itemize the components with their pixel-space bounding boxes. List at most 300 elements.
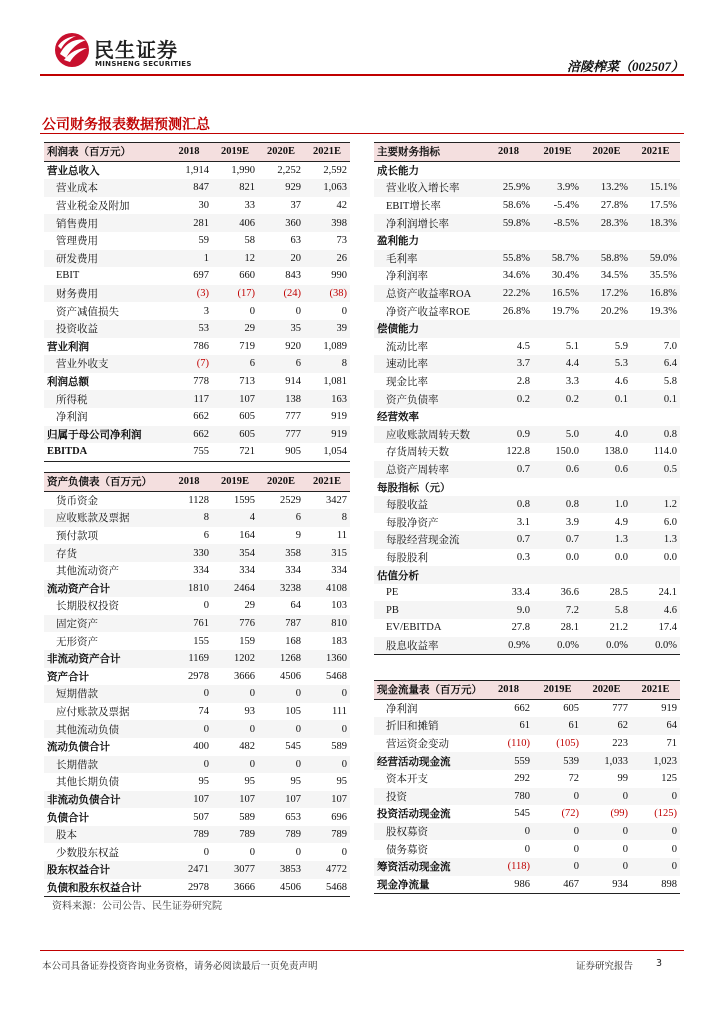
cell-value: 24.1 [658, 587, 677, 599]
cell-value: 64 [631, 717, 680, 735]
cell-value: 117 [166, 390, 212, 408]
cell-value: 107 [166, 791, 212, 809]
cell-value: 61 [533, 717, 582, 735]
cell-value: 5.3 [582, 355, 631, 373]
year-header: 2019E [212, 473, 258, 492]
cell-value: 8 [304, 355, 350, 373]
cell-value: 6 [258, 509, 304, 527]
row-label: 成长能力 [377, 165, 419, 177]
table-row [374, 461, 680, 479]
cell-value: 0.7 [484, 461, 533, 479]
cell-value: (72) [561, 808, 579, 820]
cell-value: 5.1 [565, 340, 579, 352]
cell-value: 29 [244, 600, 255, 612]
cell-value: 1,033 [582, 752, 631, 770]
cell-value: 0.0 [614, 551, 628, 563]
row-label: 营业收入增长率 [374, 179, 484, 197]
table-row [44, 426, 350, 444]
cell-value: 1128 [188, 494, 209, 506]
cell-value: 778 [193, 376, 209, 388]
cell-value: 0 [631, 788, 680, 806]
table-row [44, 197, 350, 215]
row-label: 净资产收益率ROE [386, 306, 470, 318]
table-row [44, 632, 350, 650]
cell-value: 4.5 [516, 340, 530, 352]
cell-value: 0 [304, 720, 350, 738]
table-row [374, 250, 680, 268]
cell-value: 0.0 [565, 551, 579, 563]
balance-rows [44, 473, 350, 897]
cell-value: 0 [533, 823, 582, 841]
cell-value [582, 232, 631, 250]
row-label: 固定资产 [44, 615, 166, 633]
row-label: 非流动负债合计 [44, 791, 166, 809]
cell-value: 358 [258, 544, 304, 562]
cell-value: 1,914 [185, 164, 209, 176]
financial-indicators-table [374, 142, 680, 655]
cell-value: 334 [239, 565, 255, 577]
table-row [44, 267, 350, 285]
cell-value [582, 408, 631, 426]
table-row [374, 214, 680, 232]
cell-value: 7.2 [533, 601, 582, 619]
row-label: 销售费用 [44, 214, 166, 232]
cell-value: 3.3 [565, 376, 579, 388]
cell-value: 0.3 [516, 551, 530, 563]
cell-value: 111 [332, 706, 347, 718]
cell-value: 99 [617, 773, 628, 785]
cell-value: 662 [193, 411, 209, 423]
cell-value: 662 [166, 426, 212, 444]
row-label: 负债合计 [47, 812, 89, 824]
year-header: 2020E [582, 681, 631, 700]
cell-value: 1,089 [323, 340, 347, 352]
cell-value: 19.7% [551, 305, 579, 317]
cell-value: (125) [654, 808, 677, 820]
table-row [44, 861, 350, 879]
cell-value: 697 [193, 270, 209, 282]
year-header: 2020E [258, 143, 304, 162]
cell-value: 20.2% [600, 305, 628, 317]
cell-value: 4108 [304, 580, 350, 598]
cell-value: 0.0% [631, 637, 680, 655]
cell-value: 0 [258, 685, 304, 703]
cashflow-rows [374, 681, 680, 894]
table-row [44, 562, 350, 580]
cell-value: 6 [203, 530, 209, 542]
cell-value: 0 [258, 756, 304, 774]
table-row [374, 161, 680, 179]
cell-value: (24) [258, 285, 304, 303]
table-row [374, 549, 680, 567]
cell-value: 30 [198, 200, 209, 212]
cell-value: 1268 [258, 650, 304, 668]
table-row [44, 390, 350, 408]
cell-value: 400 [193, 741, 209, 753]
cell-value: 33.4 [511, 587, 530, 599]
cell-value: 0.7 [533, 531, 582, 549]
row-label: 管理费用 [56, 236, 98, 248]
cell-value [484, 566, 533, 584]
cell-value: 71 [666, 738, 677, 750]
row-label: 净利润 [386, 703, 418, 715]
row-label: EBITDA [44, 443, 166, 461]
cell-value: 929 [258, 179, 304, 197]
cell-value: 17.4 [658, 622, 677, 634]
cell-value: 777 [258, 426, 304, 444]
cell-value [484, 478, 533, 496]
cell-value: 0 [258, 720, 304, 738]
year-header: 2018 [166, 473, 212, 492]
cell-value: 354 [212, 544, 258, 562]
cell-value: 787 [258, 615, 304, 633]
row-label: 经营效率 [377, 412, 419, 424]
cell-value [533, 232, 582, 250]
cell-value: 1.3 [582, 531, 631, 549]
table-row [374, 373, 680, 391]
year-header: 2021E [631, 143, 680, 162]
row-label: 营运资金变动 [386, 739, 449, 751]
cell-value: 0 [582, 858, 631, 876]
cell-value: 27.8% [600, 200, 628, 212]
cell-value: 0.1 [582, 390, 631, 408]
cell-value: 35 [258, 320, 304, 338]
cell-value: -8.5% [533, 214, 582, 232]
cell-value: 0 [573, 843, 579, 855]
cell-value: 6 [258, 355, 304, 373]
section-title: 公司财务报表数据预测汇总 [42, 118, 210, 133]
cell-value: 62 [582, 717, 631, 735]
cell-value: 0.6 [582, 461, 631, 479]
row-label: 其他流动资产 [56, 566, 119, 578]
footer-divider [40, 950, 684, 951]
cell-value: 0.1 [631, 390, 680, 408]
cell-value: 7.0 [663, 340, 677, 352]
cell-value: 4.6 [631, 601, 680, 619]
cell-value: 3853 [258, 861, 304, 879]
cell-value: 26 [304, 250, 350, 268]
table-row [44, 668, 350, 686]
cell-value: (3) [166, 285, 212, 303]
cell-value [533, 161, 582, 179]
row-label: 资产合计 [47, 671, 89, 683]
cell-value [631, 408, 680, 426]
row-label: 速动比率 [374, 355, 484, 373]
cell-value: 138 [258, 390, 304, 408]
table-row [44, 738, 350, 756]
cell-value [631, 478, 680, 496]
cell-value: 934 [582, 876, 631, 894]
row-label: 毛利率 [374, 250, 484, 268]
cell-value: 898 [631, 876, 680, 894]
cell-value: 2471 [166, 861, 212, 879]
table-row [44, 232, 350, 250]
cell-value: 919 [331, 411, 347, 423]
cell-value: 0 [582, 823, 631, 841]
cell-value: 281 [166, 214, 212, 232]
table-header-row [44, 473, 350, 492]
cell-value: 55.8% [484, 250, 533, 268]
cell-value: 713 [239, 376, 255, 388]
cell-value: 0 [524, 843, 530, 855]
cell-value: 1.2 [631, 496, 680, 514]
cell-value: 59.0% [631, 250, 680, 268]
table-row [374, 496, 680, 514]
cell-value: 4.6 [614, 376, 628, 388]
table-row [44, 773, 350, 791]
cell-value [631, 232, 680, 250]
year-header: 2021E [304, 143, 350, 162]
row-label: 筹资活动现金流 [374, 858, 484, 876]
table-row [44, 808, 350, 826]
cell-value: 1 [166, 250, 212, 268]
row-label: 应收账款及票据 [44, 509, 166, 527]
cell-value: 789 [258, 826, 304, 844]
cell-value: 6.4 [631, 355, 680, 373]
cell-value: 58.7% [533, 250, 582, 268]
cell-value: 810 [304, 615, 350, 633]
cell-value: 4.4 [533, 355, 582, 373]
table-row [374, 355, 680, 373]
table-row [44, 443, 350, 461]
cell-value: 0.9 [484, 426, 533, 444]
row-label: 存货 [44, 544, 166, 562]
cell-value: 95 [336, 776, 347, 788]
row-label: 股东权益合计 [44, 861, 166, 879]
cell-value [484, 232, 533, 250]
row-label: 研发费用 [44, 250, 166, 268]
year-header: 2019E [533, 143, 582, 162]
table-row [374, 735, 680, 753]
row-label: 所得税 [44, 390, 166, 408]
cell-value: 5468 [326, 670, 347, 682]
cell-value: 0 [533, 788, 582, 806]
cell-value: 780 [484, 788, 533, 806]
stock-name: 涪陵榨菜（002507） [566, 59, 684, 74]
cell-value: 26.8% [502, 305, 530, 317]
cell-value: 789 [166, 826, 212, 844]
row-label: 折旧和摊销 [374, 717, 484, 735]
cell-value: 990 [331, 270, 347, 282]
cell-value: 1595 [234, 494, 255, 506]
indicator-rows [374, 143, 680, 655]
row-label: 应收账款周转天数 [374, 426, 484, 444]
row-label: 股权募资 [374, 823, 484, 841]
table-row [44, 355, 350, 373]
row-label: 存货周转天数 [386, 447, 449, 459]
table-row [44, 756, 350, 774]
table-row [374, 566, 680, 584]
cell-value [582, 320, 631, 338]
row-label: 投资 [374, 788, 484, 806]
cell-value: 843 [285, 270, 301, 282]
cell-value: 986 [484, 876, 533, 894]
table-row [44, 509, 350, 527]
cell-value: 3.9 [565, 516, 579, 528]
cell-value: 4772 [304, 861, 350, 879]
cell-value: 847 [166, 179, 212, 197]
table-header-row [374, 681, 680, 700]
cell-value: 35.5% [649, 270, 677, 282]
row-label: 净利润增长率 [374, 214, 484, 232]
cell-value: 0 [631, 823, 680, 841]
cell-value: 3 [203, 305, 209, 317]
cell-value: 0.2 [533, 390, 582, 408]
row-label: 非流动资产合计 [44, 650, 166, 668]
row-label: 盈利能力 [377, 236, 419, 248]
table-row [44, 373, 350, 391]
cell-value: 163 [304, 390, 350, 408]
cell-value: 22.2% [484, 285, 533, 303]
cell-value: 605 [212, 426, 258, 444]
company-logo [52, 30, 192, 72]
cell-value: 0 [212, 685, 258, 703]
cell-value: 292 [514, 773, 530, 785]
table-row [44, 250, 350, 268]
cell-value: 63 [290, 235, 301, 247]
table-row [44, 527, 350, 545]
year-header: 2020E [258, 473, 304, 492]
table-row [374, 302, 680, 320]
table-row [374, 840, 680, 858]
row-label: 其他长期负债 [56, 777, 119, 789]
cell-value: 3666 [234, 670, 255, 682]
table-row [374, 858, 680, 876]
cell-value: 3.7 [484, 355, 533, 373]
cell-value: (7) [166, 355, 212, 373]
cell-value: 789 [212, 826, 258, 844]
cell-value: 605 [563, 702, 579, 714]
logo-chinese-text: 民生证券 [94, 38, 178, 62]
cell-value [631, 161, 680, 179]
row-label: 投资活动现金流 [377, 809, 451, 821]
table-row [44, 214, 350, 232]
table-row [44, 879, 350, 897]
cell-value: 3238 [258, 580, 304, 598]
cell-value: 482 [239, 741, 255, 753]
cell-value: (17) [212, 285, 258, 303]
table-row [374, 338, 680, 356]
cell-value: 545 [285, 741, 301, 753]
cell-value: 95 [244, 776, 255, 788]
table-row [44, 843, 350, 861]
cell-value: 59 [198, 235, 209, 247]
cell-value: 360 [258, 214, 304, 232]
cell-value: 29 [212, 320, 258, 338]
cell-value: 5.0 [533, 426, 582, 444]
cell-value: 58 [244, 235, 255, 247]
row-label: 营业税金及附加 [56, 201, 130, 213]
cell-value: 905 [258, 443, 304, 461]
row-label: 长期股权投资 [56, 601, 119, 613]
cell-value: 0.2 [484, 390, 533, 408]
table-row [374, 805, 680, 823]
cell-value: 27.8 [511, 622, 530, 634]
cell-value: 719 [239, 340, 255, 352]
year-header: 2018 [484, 143, 533, 162]
cell-value: 589 [239, 811, 255, 823]
cell-value: 1,081 [323, 376, 347, 388]
cell-value: 59.8% [484, 214, 533, 232]
cell-value: 3.1 [516, 516, 530, 528]
cell-value: 73 [336, 235, 347, 247]
cell-value: 0 [484, 823, 533, 841]
cell-value [533, 408, 582, 426]
table-title: 现金流量表（百万元） [374, 681, 484, 700]
cell-value: 5.9 [614, 340, 628, 352]
row-label: 总资产收益率ROA [374, 285, 484, 303]
cell-value: 15.1% [631, 179, 680, 197]
row-label: 长期借款 [44, 756, 166, 774]
table-row [374, 232, 680, 250]
year-header: 2019E [212, 143, 258, 162]
cell-value: 33 [244, 200, 255, 212]
row-label: 负债和股东权益合计 [44, 879, 166, 897]
table-row [44, 685, 350, 703]
row-label: 无形资产 [56, 636, 98, 648]
cell-value: 5468 [304, 879, 350, 897]
table-row [374, 426, 680, 444]
cell-value: 122.8 [506, 446, 530, 458]
cell-value [631, 566, 680, 584]
table-row [44, 285, 350, 303]
cell-value: 2.8 [516, 376, 530, 388]
cell-value: 30.4% [551, 270, 579, 282]
cell-value: 1,063 [304, 179, 350, 197]
row-label: EV/EBITDA [386, 622, 442, 634]
table-row [374, 179, 680, 197]
cell-value: 0.8 [533, 496, 582, 514]
row-label: 资产减值损失 [56, 306, 119, 318]
cell-value: (105) [556, 738, 579, 750]
cell-value: 0 [203, 600, 209, 612]
cell-value: 0.0% [582, 637, 631, 655]
row-label: 经营活动现金流 [374, 752, 484, 770]
table-row [374, 513, 680, 531]
cell-value: 821 [212, 179, 258, 197]
cell-value: 0.7 [484, 531, 533, 549]
table-title: 利润表（百万元） [44, 143, 166, 162]
cell-value: 4 [212, 509, 258, 527]
balance-sheet-table [44, 472, 350, 897]
cell-value [484, 161, 533, 179]
section-divider [40, 133, 684, 134]
cell-value: 919 [661, 702, 677, 714]
row-label: EBIT增长率 [386, 201, 441, 213]
cell-value: 28.1 [560, 622, 579, 634]
cell-value: 17.5% [649, 200, 677, 212]
cell-value: (38) [304, 285, 350, 303]
cell-value: 0 [166, 756, 212, 774]
row-label: 净利润 [56, 412, 88, 424]
cell-value: 16.8% [631, 285, 680, 303]
table-header-row [44, 143, 350, 162]
cell-value: -5.4% [553, 200, 579, 212]
cell-value: 467 [533, 876, 582, 894]
cell-value: 507 [193, 811, 209, 823]
cell-value: 786 [193, 340, 209, 352]
cell-value: 315 [304, 544, 350, 562]
table-row [44, 544, 350, 562]
cell-value: 72 [568, 773, 579, 785]
cell-value: 17.2% [582, 285, 631, 303]
row-label: 流动比率 [386, 341, 428, 353]
cell-value: 34.6% [502, 270, 530, 282]
cell-value: 4.9 [614, 516, 628, 528]
cell-value: 334 [285, 565, 301, 577]
cell-value: 0.5 [631, 461, 680, 479]
table-row [44, 320, 350, 338]
